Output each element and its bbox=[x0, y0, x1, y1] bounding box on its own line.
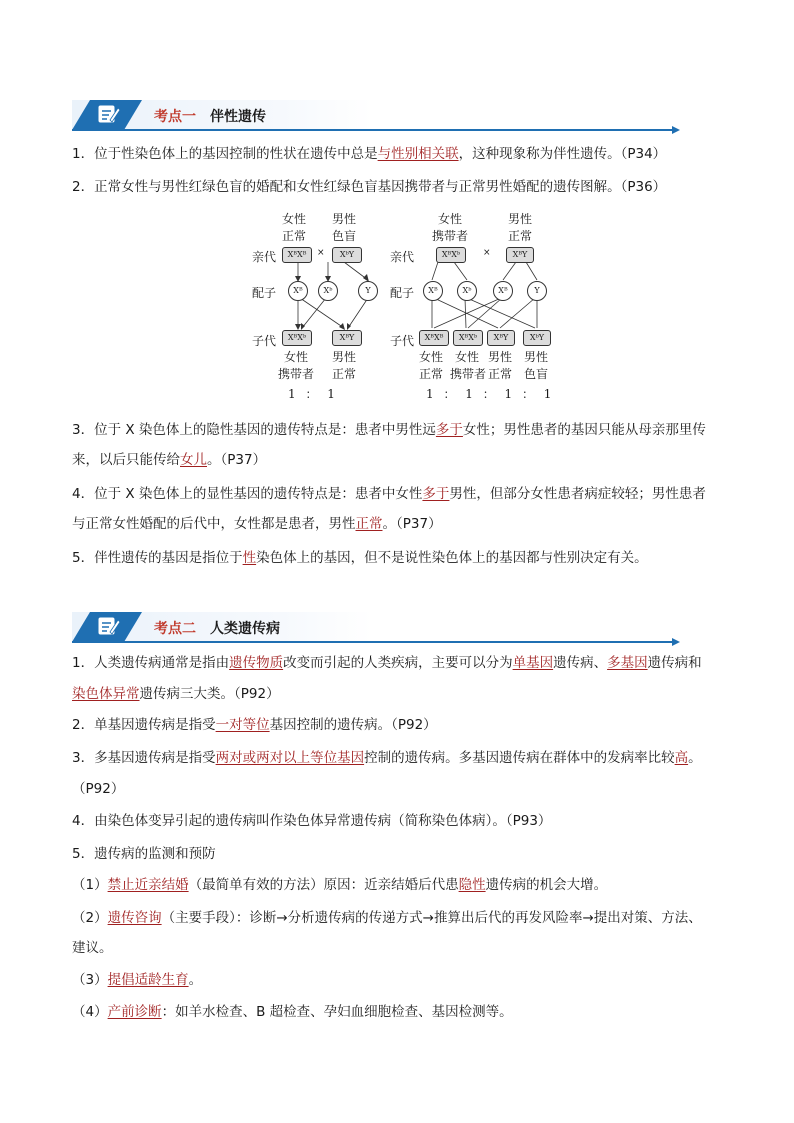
child-label: 正常 bbox=[488, 367, 513, 381]
text: 男性，但部分女性患者病症较轻；男性患者 bbox=[449, 486, 706, 502]
male-label: 正常 bbox=[508, 229, 533, 243]
child-label: 男性 bbox=[488, 350, 513, 364]
child-label: 男性 bbox=[332, 350, 357, 364]
header-rule bbox=[72, 129, 676, 131]
paragraph-4 bbox=[72, 485, 732, 503]
key-term: 提倡适龄生育 bbox=[107, 972, 189, 988]
key-term: 遗传物质 bbox=[229, 655, 284, 671]
section-header-2 bbox=[72, 612, 680, 642]
text: 5．伴性遗传的基因是指位于 bbox=[72, 550, 243, 566]
text: 来，以后只能传给 bbox=[72, 452, 180, 468]
pedigree-diagram-2 bbox=[390, 210, 560, 400]
male-label: 色盲 bbox=[332, 229, 357, 243]
child-label: 正常 bbox=[419, 367, 444, 381]
item-5-2 bbox=[72, 909, 732, 927]
text: （4） bbox=[72, 1004, 108, 1020]
child-row-label: 子代 bbox=[252, 334, 277, 348]
gamete-circle: Y bbox=[358, 281, 378, 301]
item-5-1 bbox=[72, 876, 732, 894]
item-5-4 bbox=[72, 1003, 732, 1021]
text: 。（P37） bbox=[207, 452, 267, 468]
item-4: 4．由染色体变异引起的遗传病叫作染色体异常遗传病（简称染色体病）。（P93） bbox=[72, 813, 552, 829]
parent-row-label: 亲代 bbox=[252, 250, 277, 264]
child-label: 女性 bbox=[455, 350, 480, 364]
gamete-row-label: 配子 bbox=[390, 286, 415, 300]
text: 染色体上的基因，但不是说性染色体上的基因都与性别决定有关。 bbox=[256, 550, 648, 566]
paragraph-3-cont bbox=[72, 451, 732, 469]
item-5-3 bbox=[72, 971, 732, 989]
text: （3） bbox=[72, 972, 108, 988]
text: （主要手段）：诊断→分析遗传病的传递方式→推算出后代的再发风险率→提出对策、方法、 bbox=[161, 910, 702, 926]
section-number: 考点一 bbox=[154, 109, 196, 125]
cross-symbol: × bbox=[317, 248, 325, 258]
pedigree-links bbox=[252, 210, 392, 400]
child-label: 携带者 bbox=[450, 367, 487, 381]
section-number: 考点二 bbox=[154, 621, 196, 637]
gamete-circle: Y bbox=[527, 281, 547, 301]
gamete-circle: Xᴮ bbox=[288, 281, 308, 301]
section-header-1 bbox=[72, 100, 680, 130]
key-term: 禁止近亲结婚 bbox=[107, 877, 189, 893]
female-label: 携带者 bbox=[432, 229, 469, 243]
cross-symbol: × bbox=[483, 248, 491, 258]
male-label: 男性 bbox=[508, 212, 533, 226]
genotype-box: XᴮXᴮ bbox=[282, 247, 312, 263]
child-label: 男性 bbox=[524, 350, 549, 364]
text: 女性；男性患者的基因只能从母亲那里传 bbox=[462, 422, 706, 438]
text: 1．人类遗传病通常是指由 bbox=[72, 655, 230, 671]
text: 改变而引起的人类疾病，主要可以分为 bbox=[283, 655, 513, 671]
genotype-box: XᴮXᴮ bbox=[419, 330, 449, 346]
text: ，这种现象称为伴性遗传。（P34） bbox=[458, 146, 667, 162]
text: 。 bbox=[188, 972, 203, 988]
key-term: 多于 bbox=[422, 486, 450, 502]
key-term: 遗传咨询 bbox=[107, 910, 162, 926]
ratio: 1 ： 1 bbox=[288, 387, 335, 401]
gamete-circle: Xᴮ bbox=[423, 281, 443, 301]
text: 3．多基因遗传病是指受 bbox=[72, 750, 216, 766]
text: 1．位于性染色体上的基因控制的性状在遗传中总是 bbox=[72, 146, 378, 162]
paragraph-5 bbox=[72, 549, 732, 567]
section-name: 伴性遗传 bbox=[210, 109, 266, 125]
gamete-circle: Xᵇ bbox=[318, 281, 338, 301]
key-term: 染色体异常 bbox=[72, 686, 140, 702]
notepad-pencil-icon bbox=[98, 104, 120, 124]
genotype-box: XᴮXᵇ bbox=[282, 330, 312, 346]
text: 3．位于 X 染色体上的隐性基因的遗传特点是：患者中男性远 bbox=[72, 422, 436, 438]
parent-row-label: 亲代 bbox=[390, 250, 415, 264]
paragraph-1 bbox=[72, 145, 732, 163]
text: （1） bbox=[72, 877, 108, 893]
child-label: 携带者 bbox=[278, 367, 315, 381]
text: 遗传病、 bbox=[553, 655, 608, 671]
genotype-box: XᴮXᵇ bbox=[436, 247, 466, 263]
female-label: 女性 bbox=[282, 212, 307, 226]
gamete-circle: Xᵇ bbox=[457, 281, 477, 301]
text: 控制的遗传病。多基因遗传病在群体中的发病率比较 bbox=[364, 750, 675, 766]
key-term: 产前诊断 bbox=[107, 1004, 162, 1020]
female-label: 女性 bbox=[438, 212, 463, 226]
text: 。 bbox=[688, 750, 702, 766]
child-row-label: 子代 bbox=[390, 334, 415, 348]
genotype-box: XᴮXᵇ bbox=[453, 330, 483, 346]
item-5-2-cont: 建议。 bbox=[72, 940, 113, 956]
gamete-circle: Xᴮ bbox=[493, 281, 513, 301]
genotype-box: XᴮY bbox=[506, 247, 534, 263]
header-arrow bbox=[672, 126, 680, 134]
key-term: 单基因 bbox=[512, 655, 554, 671]
text: 遗传病三大类。（P92） bbox=[139, 686, 280, 702]
paragraph-3 bbox=[72, 421, 732, 439]
key-term: 隐性 bbox=[458, 877, 486, 893]
key-term: 正常 bbox=[355, 516, 383, 532]
key-term: 两对或两对以上等位基因 bbox=[215, 750, 365, 766]
item-2 bbox=[72, 716, 732, 734]
section-title bbox=[154, 618, 280, 638]
pedigree-diagram-1 bbox=[252, 210, 392, 400]
key-term: 高 bbox=[674, 750, 689, 766]
item-5: 5．遗传病的监测和预防 bbox=[72, 846, 216, 862]
ratio: 1 ： 1 ： 1 ： 1 bbox=[426, 387, 552, 401]
header-rule bbox=[72, 641, 676, 643]
female-label: 正常 bbox=[282, 229, 307, 243]
gamete-row-label: 配子 bbox=[252, 286, 277, 300]
key-term: 女儿 bbox=[180, 452, 207, 468]
text: （2） bbox=[72, 910, 108, 926]
text: ：如羊水检查、B 超检查、孕妇血细胞检查、基因检测等。 bbox=[161, 1004, 513, 1020]
key-term: 多基因 bbox=[607, 655, 648, 671]
text: 与正常女性婚配的后代中，女性都是患者，男性 bbox=[72, 516, 356, 532]
notepad-pencil-icon bbox=[98, 616, 120, 636]
item-1-cont bbox=[72, 685, 732, 703]
child-label: 女性 bbox=[284, 350, 309, 364]
text: 。（P37） bbox=[382, 516, 442, 532]
item-3 bbox=[72, 749, 732, 767]
child-label: 正常 bbox=[332, 367, 357, 381]
section-name: 人类遗传病 bbox=[210, 621, 280, 637]
item-1 bbox=[72, 654, 732, 672]
key-term: 一对等位 bbox=[215, 717, 270, 733]
text: （最简单有效的方法）原因：近亲结婚后代患 bbox=[188, 877, 459, 893]
key-term: 与性别相关联 bbox=[377, 146, 459, 162]
male-label: 男性 bbox=[332, 212, 357, 226]
key-term: 多于 bbox=[435, 422, 463, 438]
genotype-box: XᵇY bbox=[523, 330, 551, 346]
section-title bbox=[154, 106, 266, 126]
genotype-box: XᵇY bbox=[332, 247, 362, 263]
child-label: 色盲 bbox=[524, 367, 549, 381]
item-3-cont: （P92） bbox=[72, 781, 125, 797]
text: 遗传病的机会大增。 bbox=[485, 877, 608, 893]
genotype-box: XᴮY bbox=[332, 330, 362, 346]
paragraph-4-cont bbox=[72, 515, 732, 533]
child-label: 女性 bbox=[419, 350, 444, 364]
text: 2．单基因遗传病是指受 bbox=[72, 717, 216, 733]
paragraph-2: 2．正常女性与男性红绿色盲的婚配和女性红绿色盲基因携带者与正常男性婚配的遗传图解。（P36） bbox=[72, 179, 667, 195]
header-arrow bbox=[672, 638, 680, 646]
text: 4．位于 X 染色体上的显性基因的遗传特点是：患者中女性 bbox=[72, 486, 423, 502]
key-term: 性 bbox=[242, 550, 257, 566]
text: 遗传病和 bbox=[647, 655, 702, 671]
text: 基因控制的遗传病。（P92） bbox=[269, 717, 437, 733]
genotype-box: XᴮY bbox=[487, 330, 515, 346]
